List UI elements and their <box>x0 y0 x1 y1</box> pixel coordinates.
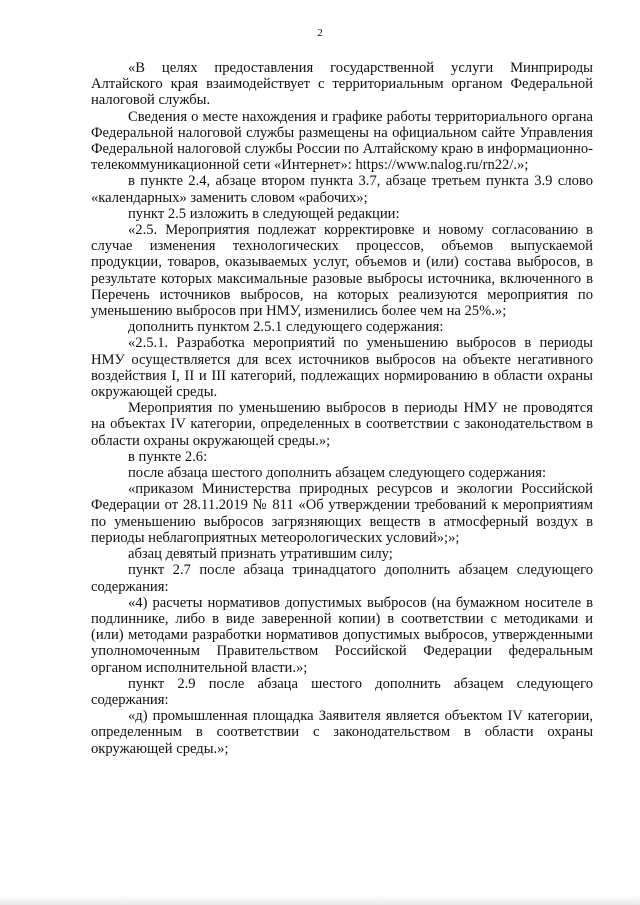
paragraph: «д) промышленная площадка Заявителя является объектом IV категории, определенным в соответствии с законодательством в области охраны окружающей среды.»; <box>91 708 593 757</box>
document-body <box>91 60 593 757</box>
paragraph: Мероприятия по уменьшению выбросов в периоды НМУ не проводятся на объектах IV категории, определенных в соответствии с законодательством в области охраны окружающей среды.»; <box>91 400 593 449</box>
paragraph: в пункте 2.6: <box>128 448 208 465</box>
paragraph: пункт 2.9 после абзаца шестого дополнить абзацем следующего содержания: <box>91 675 593 708</box>
paragraph: «4) расчеты нормативов допустимых выбросов (на бумажном носителе в подлиннике, либо в виде заверенной копии) в соответствии с методиками и (или) методами разработки нормативов допустимых выбросов, утвержденными уполномоченным Правительством Российской Федерации федеральным органом исполнительной власти.»; <box>91 594 593 676</box>
paragraph: дополнить пунктом 2.5.1 следующего содержания: <box>128 319 444 336</box>
paragraph: после абзаца шестого дополнить абзацем следующего содержания: <box>128 465 547 482</box>
paragraph: пункт 2.5 изложить в следующей редакции: <box>128 205 400 222</box>
paragraph: Сведения о месте нахождения и графике работы территориального органа Федеральной налоговой службы размещены на официальном сайте Управления Федеральной налоговой службы России по Алтайскому краю в информационно-телекоммуникационной сети «Интернет»: https://www.nalog.ru/rn22/.»; <box>91 108 594 174</box>
paragraph: в пункте 2.4, абзаце втором пункта 3.7, абзаце третьем пункта 3.9 слово «календарных» заменить словом «рабочих»; <box>91 173 593 206</box>
paragraph: «приказом Министерства природных ресурсов и экологии Российской Федерации от 28.11.2019 № 811 «Об утверждении требований к мероприятиям по уменьшению выбросов загрязняющих веществ в атмосферный воздух в периоды неблагоприятных метеорологических условий»;»; <box>91 481 593 546</box>
scan-edge-shadow <box>0 895 640 905</box>
paragraph: пункт 2.7 после абзаца тринадцатого дополнить абзацем следующего содержания: <box>91 562 593 595</box>
page-number: 2 <box>317 27 323 39</box>
paragraph: «2.5.1. Разработка мероприятий по уменьшению выбросов в периоды НМУ осуществляется для всех источников выбросов на объекте негативного воздействия I, II и III категорий, подлежащих нормированию в области охраны окружающей среды. <box>91 335 593 401</box>
paragraph: «В целях предоставления государственной услуги Минприроды Алтайского края взаимодействует с территориальным органом Федеральной налоговой службы. <box>91 60 593 109</box>
paragraph: «2.5. Мероприятия подлежат корректировке и новому согласованию в случае изменения технологических процессов, объемов выпускаемой продукции, товаров, оказываемых услуг, объемов и (или) состава выбросов, в результате которых максимальные разовые выбросы источника, включенного в Перечень источников выбросов, на которых реализуются мероприятия по уменьшению выбросов при НМУ, изменились более чем на 25%.»; <box>91 222 593 320</box>
paragraph: абзац девятый признать утратившим силу; <box>128 546 393 563</box>
